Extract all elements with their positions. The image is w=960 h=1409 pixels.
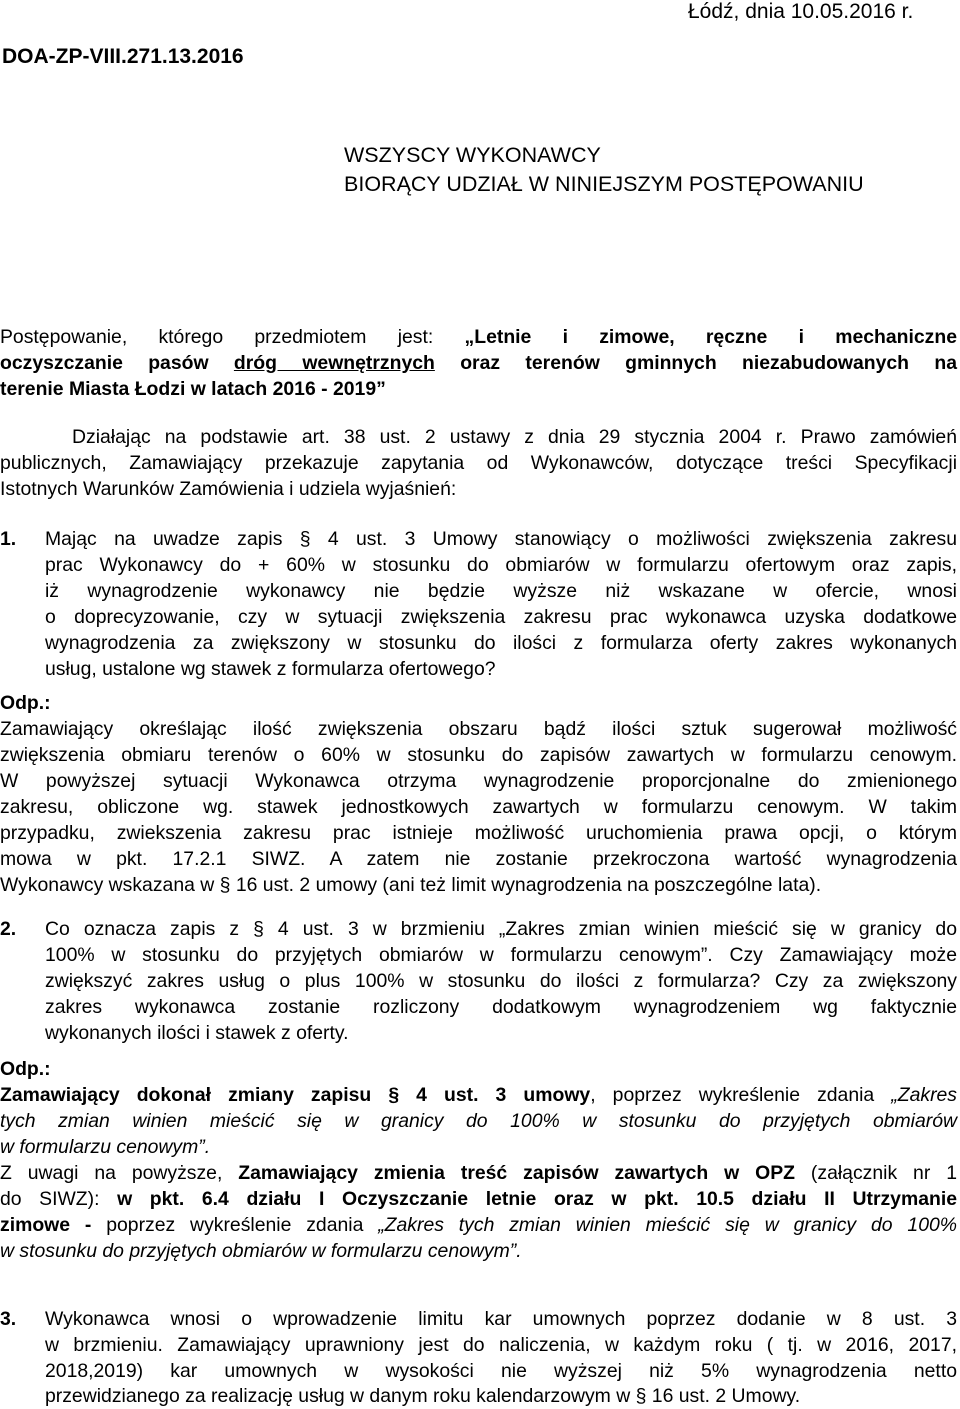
question-3-line-2: w brzmieniu. Zamawiający uprawniony jest do naliczenia, w każdym roku ( tj. w 2016, 2017, [45,1334,957,1356]
answer-2-l4-bold: Zamawiający zmienia treść zapisów zawartych w OPZ [238,1162,796,1184]
answer-2-l4-text: Z uwagi na powyższe, [0,1162,239,1184]
question-1-line-6: usług, ustalone wg stawek z formularza ofertowego? [45,658,496,680]
answer-2-l6-quote: „Zakres tych zmian winien mieścić się w granicy do 100% [378,1214,957,1236]
answer-2-l6-text: poprzez wykreślenie zdania [106,1214,379,1236]
question-1-line-5: wynagrodzenia za zwiększony w stosunku do ilości z formularza oferty zakres wykonanych [45,632,957,654]
subject-intro: Postępowanie, którego przedmiotem jest: [0,326,465,348]
answer-1-line-2: zwiększenia obmiaru terenów o 60% w stosunku do zapisów zawartych w formularzu cenowym. [0,744,957,766]
question-2-line-4: zakres wykonawca zostanie rozliczony dodatkowym wynagrodzeniem wg faktycznie [45,996,957,1018]
question-2-number: 2. [0,918,17,940]
answer-2-label: Odp.: [0,1058,51,1080]
answer-2-line-1 [0,1082,957,1108]
intro-line-2: publicznych, Zamawiający przekazuje zapytania od Wykonawców, dotyczące treści Specyfikacji [0,452,957,474]
answer-2-l6-bold: zimowe - [0,1214,107,1236]
answer-1-line-4: zakresu, obliczone wg. stawek jednostkowych zawartych w formularzu cenowym. W takim [0,796,957,818]
subject-line-2 [0,350,957,376]
answer-1-label: Odp.: [0,692,51,714]
question-3-line-3: 2018,2019) kar umownych w wysokości nie wyższej niż 5% wynagrodzenia netto [45,1360,957,1382]
subject-line-1 [0,324,957,350]
answer-2-quote-start: „Zakres [891,1084,957,1106]
intro-line-1: Działając na podstawie art. 38 ust. 2 ustawy z dnia 29 stycznia 2004 r. Prawo zamówień [72,426,957,448]
answer-2-line-5 [0,1186,957,1212]
question-1-number: 1. [0,528,17,550]
subject-title-start: „Letnie i zimowe, ręczne i mechaniczne [464,326,957,348]
answer-1-line-5: przypadku, zwiekszenia zakresu prac istnieje możliwość uruchomienia prawa opcji, o którym [0,822,957,844]
subject-line-3: terenie Miasta Łodzi w latach 2016 - 2019” [0,378,386,400]
answer-1-line-3: W powyższej sytuacji Wykonawca otrzyma wynagrodzenie proporcjonalne do zmienionego [0,770,957,792]
answer-2-line-2: tych zmian winien mieścić się w granicy do 100% w stosunku do przyjętych obmiarów [0,1110,957,1132]
answer-2-l4-end: (załącznik nr 1 [795,1162,957,1184]
addressee-line-1: WSZYSCY WYKONAWCY [344,143,601,167]
question-2-line-2: 100% w stosunku do przyjętych obmiarów w formularzu cenowym”. Czy Zamawiający może [45,944,957,966]
subject-text-cont: oraz terenów gminnych niezabudowanych na [434,352,958,374]
question-2-line-5: wykonanych ilości i stawek z oferty. [45,1022,349,1044]
answer-2-line-3: w formularzu cenowym”. [0,1136,211,1158]
question-1-line-1: Mając na uwadze zapis § 4 ust. 3 Umowy stanowiący o możliwości zwiększenia zakresu [45,528,957,550]
answer-1-line-1: Zamawiający określając ilość zwiększenia obszaru bądź ilości sztuk sugerował możliwość [0,718,957,740]
answer-2-text: , poprzez wykreślenie zdania [590,1084,892,1106]
answer-2-bold-start: Zamawiający dokonał zmiany zapisu § 4 ust. 3 umowy [0,1084,591,1106]
question-2-line-3: zwiększyć zakres usług o plus 100% w stosunku do ilości z formularza? Czy za zwiększony [45,970,957,992]
question-2-line-1: Co oznacza zapis z § 4 ust. 3 w brzmieniu „Zakres zmian winien mieścić się w granicy do [45,918,957,940]
question-1-line-2: prac Wykonawcy do + 60% w stosunku do obmiarów w formularzu ofertowym oraz zapis, [45,554,957,576]
answer-2-l5-text: do SIWZ): [0,1188,118,1210]
question-3-number: 3. [0,1308,17,1330]
question-3-line-1: Wykonawca wnosi o wprowadzenie limitu kar umownych poprzez dodanie w 8 ust. 3 [45,1308,957,1330]
answer-2-line-7: w stosunku do przyjętych obmiarów w formularzu cenowym”. [0,1240,522,1262]
intro-line-3: Istotnych Warunków Zamówienia i udziela wyjaśnień: [0,478,457,500]
answer-1-line-6: mowa w pkt. 17.2.1 SIWZ. A zatem nie zostanie przekroczona wartość wynagrodzenia [0,848,957,870]
place-date: Łódź, dnia 10.05.2016 r. [688,0,914,23]
subject-text: oczyszczanie pasów [0,352,234,374]
question-1-line-4: o doprecyzowanie, czy w sytuacji zwiększenia zakresu prac wykonawca uzyska dodatkowe [45,606,957,628]
addressee-line-2: BIORĄCY UDZIAŁ W NINIEJSZYM POSTĘPOWANIU [344,172,864,196]
question-3-line-4: przewidzianego za realizację usług w danym roku kalendarzowym w § 16 ust. 2 Umowy. [45,1385,801,1407]
reference-number: DOA-ZP-VIII.271.13.2016 [2,45,244,68]
answer-2-line-4 [0,1160,957,1186]
answer-1-line-7: Wykonawcy wskazana w § 16 ust. 2 umowy (ani też limit wynagrodzenia na poszczególne lata). [0,874,822,896]
question-1-line-3: iż wynagrodzenie wykonawcy nie będzie wyższe niż wskazane w ofercie, wnosi [45,580,957,602]
subject-underlined: dróg wewnętrznych [233,352,435,374]
answer-2-line-6 [0,1212,957,1238]
answer-2-l5-bold: w pkt. 6.4 działu I Oczyszczanie letnie oraz w pkt. 10.5 działu II Utrzymanie [117,1188,958,1210]
